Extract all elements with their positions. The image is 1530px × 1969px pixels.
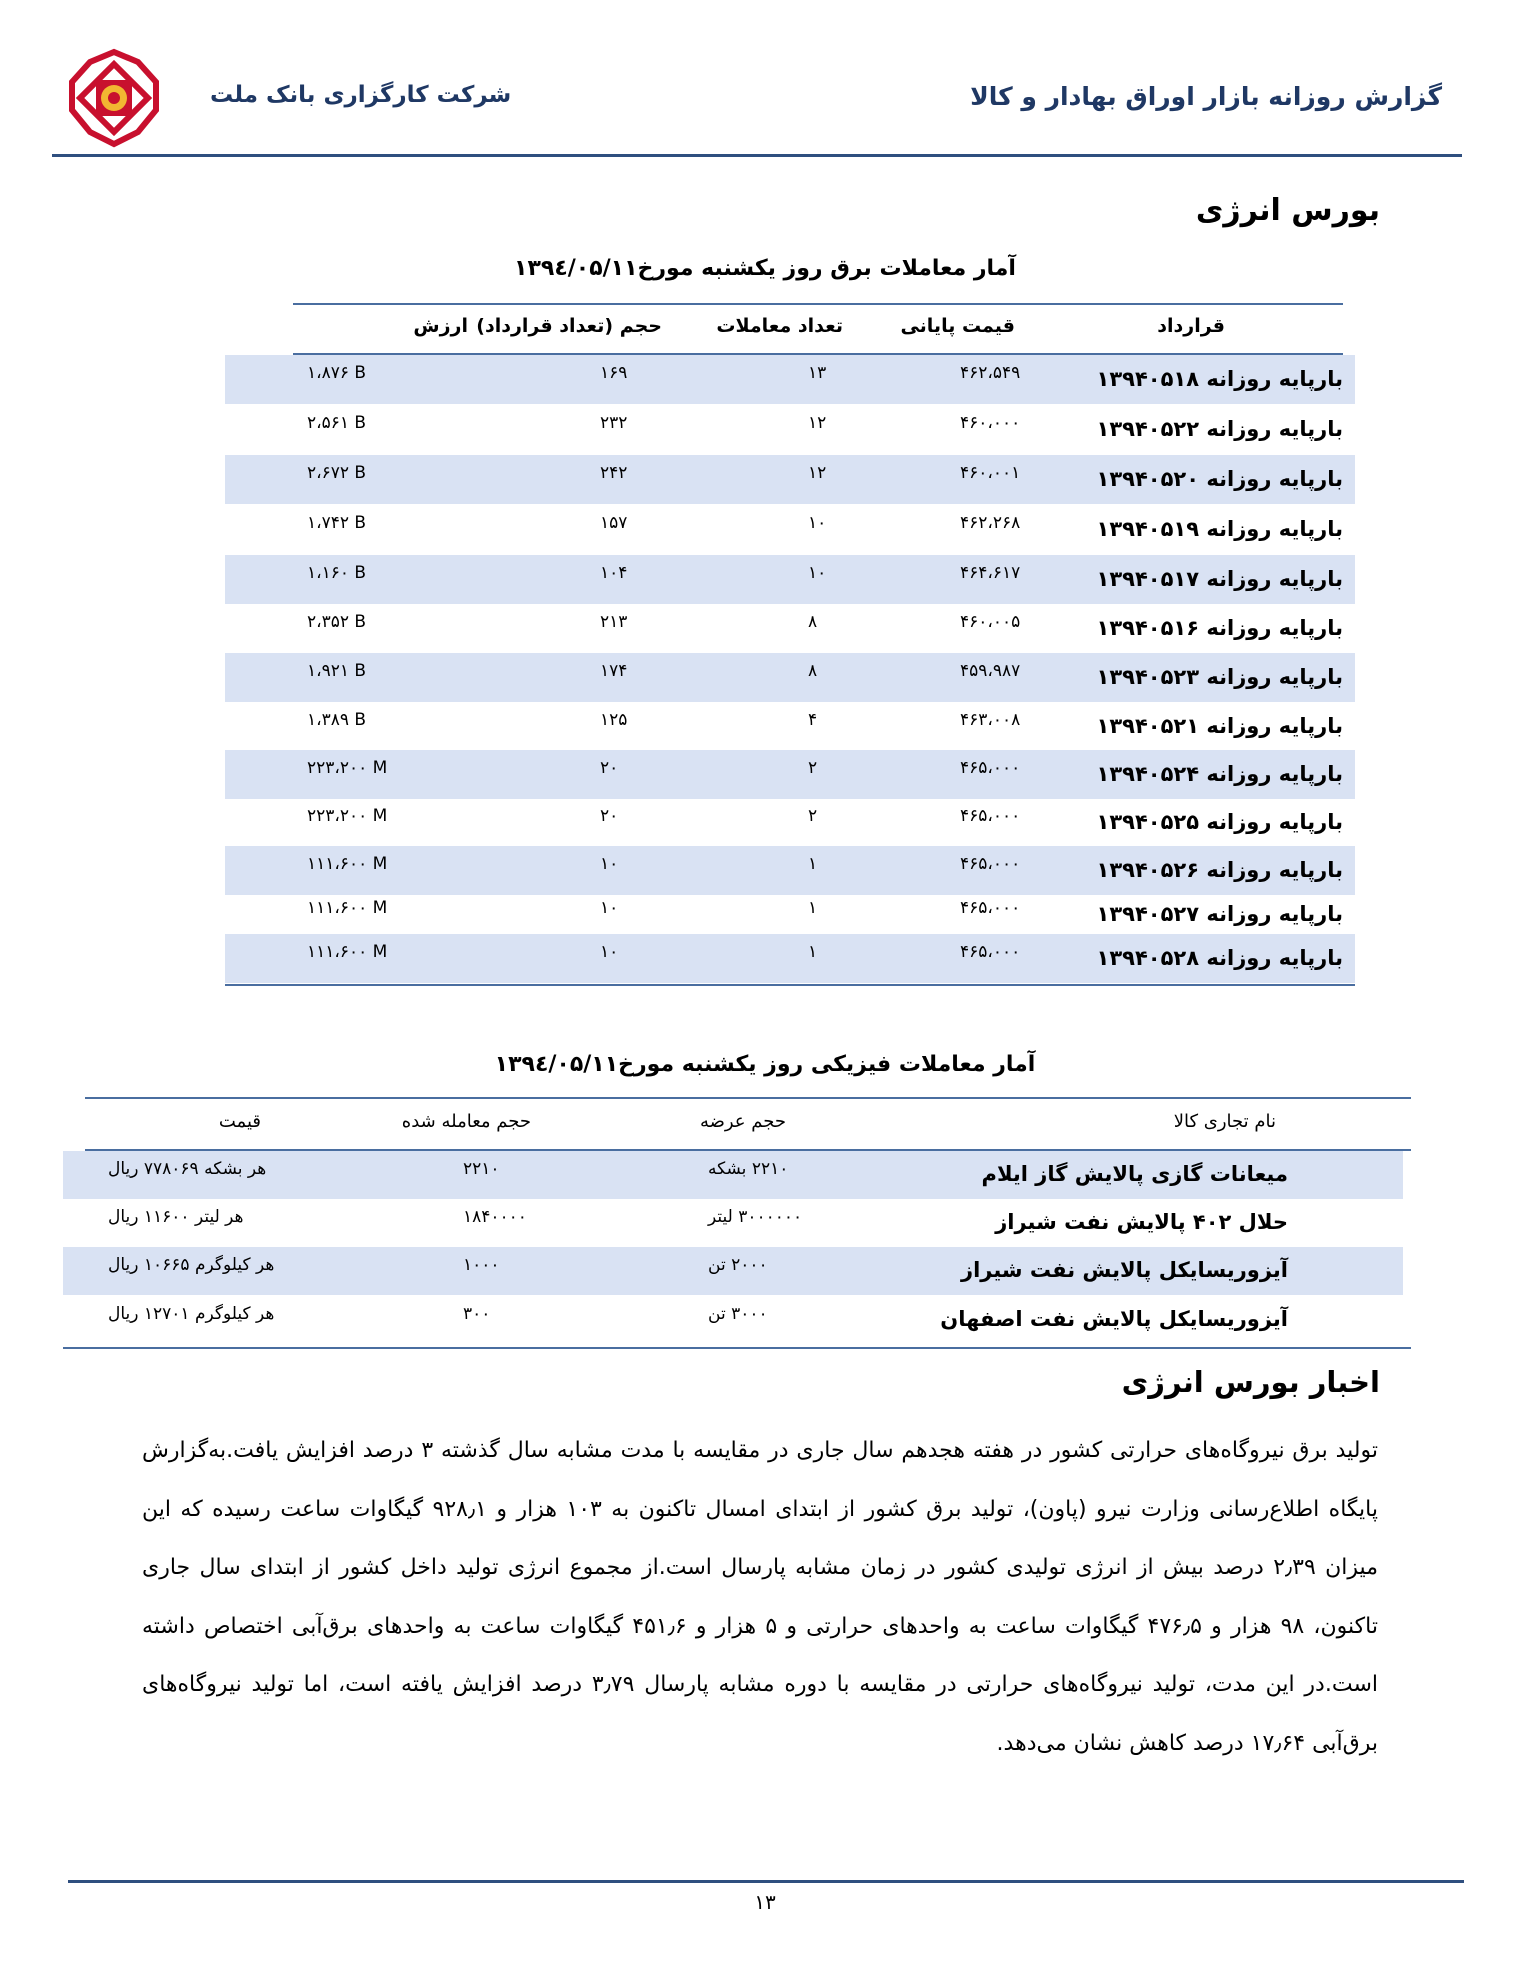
electricity-caption: آمار معاملات برق روز یکشنبه مورخ۱۳۹٤/۰۵/۱۱ (514, 256, 1016, 281)
table-row (225, 653, 1355, 702)
cell-contract: بارپایه روزانه ۱۳۹۴۰۵۱۶ (1096, 616, 1343, 640)
cell-price: ۴۶۰،۰۰۱ (960, 463, 1021, 483)
cell-trades: ۸ (808, 661, 818, 681)
cell-contract: بارپایه روزانه ۱۳۹۴۰۵۲۰ (1096, 467, 1343, 491)
cell-contract: بارپایه روزانه ۱۳۹۴۰۵۲۸ (1096, 946, 1343, 970)
table-row (225, 455, 1355, 504)
section-title: بورس انرژی (1195, 193, 1380, 228)
physical-caption: آمار معاملات فیزیکی روز یکشنبه مورخ۱۳۹٤/۰۵/۱۱ (494, 1052, 1036, 1077)
cell-name: آیزوریسایکل پالایش نفت اصفهان (940, 1307, 1288, 1331)
footer-divider (68, 1880, 1464, 1883)
cell-value: ۱۱۱،۶۰۰ M (307, 854, 388, 874)
cell-price: هر کیلوگرم ۱۲۷۰۱ ریال (108, 1304, 275, 1324)
cell-volume: ۲۴۲ (600, 463, 628, 483)
cell-supply: ۲۰۰۰ تن (708, 1255, 768, 1275)
cell-value: ۲۲۳،۲۰۰ M (307, 806, 388, 826)
cell-value: ۱۱۱،۶۰۰ M (307, 898, 388, 918)
table-rule (63, 1347, 1411, 1349)
cell-price: ۴۶۳،۰۰۸ (960, 710, 1021, 730)
cell-trades: ۲ (808, 806, 818, 826)
news-title: اخبار بورس انرژی (1121, 1365, 1380, 1399)
cell-price: هر بشکه ۷۷۸۰۶۹ ریال (108, 1159, 267, 1179)
cell-volume: ۱۰ (600, 854, 619, 874)
table-row (225, 355, 1355, 404)
cell-value: ۱،۸۷۶ B (307, 363, 367, 383)
table-row (63, 1247, 1403, 1295)
cell-volume: ۱۷۴ (600, 661, 628, 681)
cell-contract: بارپایه روزانه ۱۳۹۴۰۵۱۹ (1096, 517, 1343, 541)
cell-traded: ۲۲۱۰ (463, 1159, 500, 1179)
cell-trades: ۲ (808, 758, 818, 778)
cell-contract: بارپایه روزانه ۱۳۹۴۰۵۲۵ (1096, 810, 1343, 834)
col-trades: تعداد معاملات (716, 315, 843, 337)
table-row (225, 505, 1355, 554)
cell-price: ۴۶۴،۶۱۷ (960, 563, 1021, 583)
table-rule (225, 984, 1355, 986)
cell-price: هر کیلوگرم ۱۰۶۶۵ ریال (108, 1255, 275, 1275)
table-row (225, 405, 1355, 454)
cell-price: ۴۶۰،۰۰۵ (960, 612, 1021, 632)
cell-contract: بارپایه روزانه ۱۳۹۴۰۵۲۶ (1096, 858, 1343, 882)
table-row (225, 798, 1355, 847)
cell-traded: ۱۸۴۰۰۰۰ (463, 1207, 527, 1227)
cell-value: ۱،۷۴۲ B (307, 513, 367, 533)
cell-value: ۲،۳۵۲ B (307, 612, 367, 632)
cell-trades: ۱ (808, 898, 818, 918)
cell-value: ۱،۳۸۹ B (307, 710, 367, 730)
table-row (225, 555, 1355, 604)
cell-contract: بارپایه روزانه ۱۳۹۴۰۵۲۴ (1096, 762, 1343, 786)
table-row (225, 604, 1355, 653)
cell-contract: بارپایه روزانه ۱۳۹۴۰۵۲۳ (1096, 665, 1343, 689)
cell-value: ۱۱۱،۶۰۰ M (307, 942, 388, 962)
col-traded: حجم معامله شده (401, 1111, 531, 1132)
cell-trades: ۱۲ (808, 463, 827, 483)
cell-volume: ۲۰ (600, 806, 619, 826)
bank-mellat-logo-icon (60, 48, 168, 148)
cell-contract: بارپایه روزانه ۱۳۹۴۰۵۱۸ (1096, 367, 1343, 391)
cell-trades: ۸ (808, 612, 818, 632)
col-supply: حجم عرضه (699, 1111, 786, 1132)
table-row (63, 1199, 1403, 1247)
table-rule (85, 1097, 1411, 1099)
cell-volume: ۲۳۲ (600, 413, 628, 433)
col-contract: قرارداد (1157, 315, 1225, 337)
cell-value: ۱،۱۶۰ B (307, 563, 367, 583)
cell-contract: بارپایه روزانه ۱۳۹۴۰۵۱۷ (1096, 567, 1343, 591)
cell-volume: ۱۰۴ (600, 563, 628, 583)
cell-traded: ۳۰۰ (463, 1304, 491, 1324)
table-row (225, 890, 1355, 939)
company-name: شرکت کارگزاری بانک ملت (210, 82, 512, 108)
cell-volume: ۲۱۳ (600, 612, 628, 632)
cell-price: ۴۶۲،۲۶۸ (960, 513, 1021, 533)
cell-supply: ۲۲۱۰ بشکه (708, 1159, 789, 1179)
col-price: قیمت (218, 1111, 261, 1132)
table-row (225, 750, 1355, 799)
cell-price: ۴۶۵،۰۰۰ (960, 806, 1021, 826)
cell-price: ۴۶۰،۰۰۰ (960, 413, 1021, 433)
cell-volume: ۱۲۵ (600, 710, 628, 730)
cell-price: ۴۶۵،۰۰۰ (960, 898, 1021, 918)
cell-price: ۴۵۹،۹۸۷ (960, 661, 1021, 681)
cell-name: حلال ۴۰۲ پالایش نفت شیراز (995, 1210, 1288, 1234)
report-title: گزارش روزانه بازار اوراق بهادار و کالا (970, 82, 1442, 111)
cell-trades: ۱۲ (808, 413, 827, 433)
cell-trades: ۱۰ (808, 513, 827, 533)
col-volume: حجم (تعداد قرارداد) (476, 315, 662, 337)
cell-trades: ۱ (808, 942, 818, 962)
cell-trades: ۴ (808, 710, 818, 730)
cell-price: ۴۶۵،۰۰۰ (960, 942, 1021, 962)
cell-price: ۴۶۵،۰۰۰ (960, 758, 1021, 778)
cell-price: ۴۶۵،۰۰۰ (960, 854, 1021, 874)
header-divider (52, 154, 1462, 157)
cell-value: ۲۲۳،۲۰۰ M (307, 758, 388, 778)
cell-volume: ۱۰ (600, 942, 619, 962)
cell-supply: ۳۰۰۰۰۰۰ لیتر (708, 1207, 803, 1227)
cell-contract: بارپایه روزانه ۱۳۹۴۰۵۲۷ (1096, 902, 1343, 926)
cell-value: ۲،۶۷۲ B (307, 463, 367, 483)
table-row (225, 846, 1355, 895)
cell-price: هر لیتر ۱۱۶۰۰ ریال (108, 1207, 244, 1227)
cell-traded: ۱۰۰۰ (463, 1255, 500, 1275)
cell-value: ۱،۹۲۱ B (307, 661, 367, 681)
page-number: ۱۳ (754, 1890, 776, 1914)
cell-volume: ۲۰ (600, 758, 619, 778)
cell-trades: ۱۳ (808, 363, 827, 383)
table-row (63, 1296, 1403, 1344)
cell-trades: ۱ (808, 854, 818, 874)
col-name: نام تجاری کالا (1173, 1111, 1276, 1132)
cell-name: آیزوریسایکل پالایش نفت شیراز (961, 1258, 1288, 1282)
cell-volume: ۱۶۹ (600, 363, 628, 383)
cell-price: ۴۶۲،۵۴۹ (960, 363, 1021, 383)
table-row (63, 1151, 1403, 1199)
news-body: تولید برق نیروگاه‌های حرارتی کشور در هفته هجدهم سال جاری در مقایسه با مدت مشابه سال گذشته ۳ درصد افزایش یافت.به‌گزارش پایگاه اطلاع‌رسانی وزارت نیرو (پاون)، تولید برق کشور از ابتدای امسال تاکنون به ۱۰۳ هزار و ۹۲۸٫۱ گیگاوات ساعت رسیده که این میزان ۲٫۳۹ درصد بیش از انرژی تولیدی کشور در زمان مشابه پارسال است.از مجموع انرژی تولید داخل کشور از ابتدای سال جاری تاکنون، ۹۸ هزار و ۴۷۶٫۵ گیگاوات ساعت به واحدهای حرارتی و ۵ هزار و ۴۵۱٫۶ گیگاوات ساعت به واحدهای برق‌آبی اختصاص داشته است.در این مدت، تولید نیروگاه‌های حرارتی در مقایسه با دوره مشابه پارسال ۳٫۷۹ درصد افزایش یافته است، اما تولید نیروگاه‌های برق‌آبی ۱۷٫۶۴ درصد کاهش نشان می‌دهد. (142, 1438, 1379, 1756)
table-rule (293, 303, 1343, 305)
col-close-price: قیمت پایانی (900, 315, 1015, 337)
cell-volume: ۱۰ (600, 898, 619, 918)
cell-value: ۲،۵۶۱ B (307, 413, 367, 433)
table-row (225, 934, 1355, 983)
cell-contract: بارپایه روزانه ۱۳۹۴۰۵۲۱ (1096, 714, 1343, 738)
table-row (225, 702, 1355, 751)
cell-name: میعانات گازی پالایش گاز ایلام (981, 1162, 1288, 1186)
cell-volume: ۱۵۷ (600, 513, 628, 533)
col-value: ارزش (413, 315, 468, 337)
cell-supply: ۳۰۰۰ تن (708, 1304, 768, 1324)
cell-trades: ۱۰ (808, 563, 827, 583)
cell-contract: بارپایه روزانه ۱۳۹۴۰۵۲۲ (1096, 417, 1343, 441)
